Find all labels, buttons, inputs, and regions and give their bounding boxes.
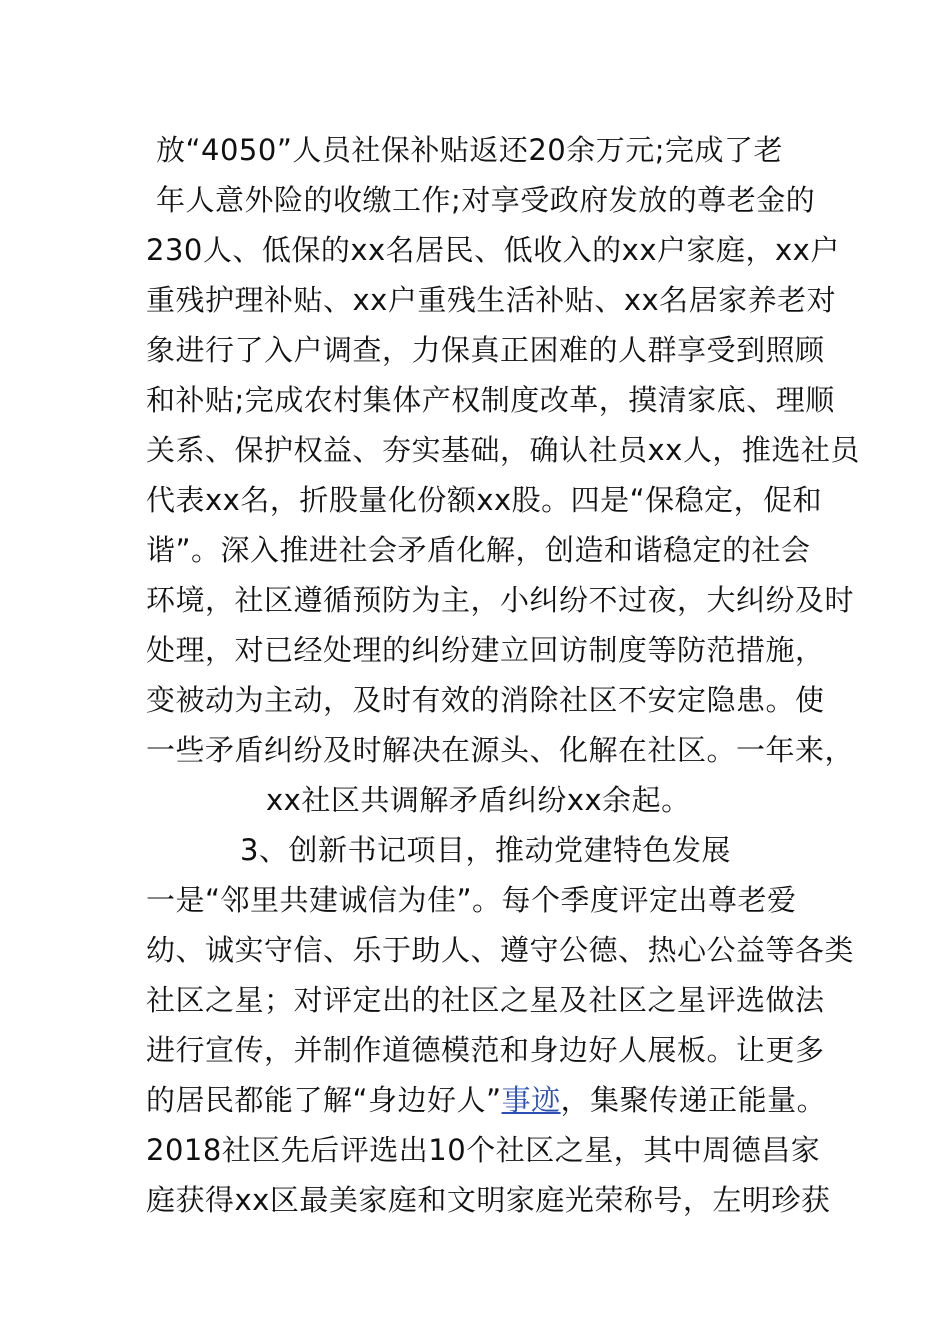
text-line: 年人意外险的收缴工作;对享受政府发放的尊老金的 — [156, 183, 816, 217]
text-line: 和补贴;完成农村集体产权制度改革，摸清家底、理顺 — [146, 383, 835, 417]
paragraph-end-line: xx社区共调解矛盾纠纷xx余起。 — [266, 783, 691, 817]
text-line: 230人、低保的xx名居民、低收入的xx户家庭，xx户 — [146, 233, 840, 267]
text-segment: ，集聚传递正能量。 — [560, 1083, 827, 1117]
text-line: 环境，社区遵循预防为主，小纠纷不过夜，大纠纷及时 — [146, 583, 855, 617]
text-line: 关系、保护权益、夯实基础，确认社员xx人，推选社员 — [146, 433, 860, 467]
text-line-with-link — [146, 1082, 826, 1118]
text-line: 进行宣传，并制作道德模范和身边好人展板。让更多 — [146, 1033, 825, 1067]
text-line: 象进行了入户调查，力保真正困难的人群享受到照顾 — [146, 333, 825, 367]
text-line: 重残护理补贴、xx户重残生活补贴、xx名居家养老对 — [146, 283, 837, 317]
text-line: 处理，对已经处理的纠纷建立回访制度等防范措施， — [146, 633, 825, 667]
text-line: 庭获得xx区最美家庭和文明家庭光荣称号，左明珍获 — [146, 1183, 831, 1217]
text-line: 一是“邻里共建诚信为佳”。每个季度评定出尊老爱 — [146, 883, 797, 917]
text-segment: 的居民都能了解“身边好人” — [146, 1083, 502, 1117]
deeds-link[interactable]: 事迹 — [501, 1083, 561, 1117]
text-line: 代表xx名，折股量化份额xx股。四是“保稳定，促和 — [146, 483, 823, 517]
text-line: 社区之星；对评定出的社区之星及社区之星评选做法 — [146, 983, 825, 1017]
section-heading: 3、创新书记项目，推动党建特色发展 — [240, 833, 731, 867]
text-line: 放“4050”人员社保补贴返还20余万元;完成了老 — [156, 133, 784, 167]
text-line: 变被动为主动，及时有效的消除社区不安定隐患。使 — [146, 683, 825, 717]
text-line: 一些矛盾纠纷及时解决在源头、化解在社区。一年来， — [146, 733, 855, 767]
text-line: 谐”。深入推进社会矛盾化解，创造和谐稳定的社会 — [146, 533, 811, 567]
text-line: 2018社区先后评选出10个社区之星，其中周德昌家 — [146, 1133, 821, 1167]
text-line: 幼、诚实守信、乐于助人、遵守公德、热心公益等各类 — [146, 933, 855, 967]
